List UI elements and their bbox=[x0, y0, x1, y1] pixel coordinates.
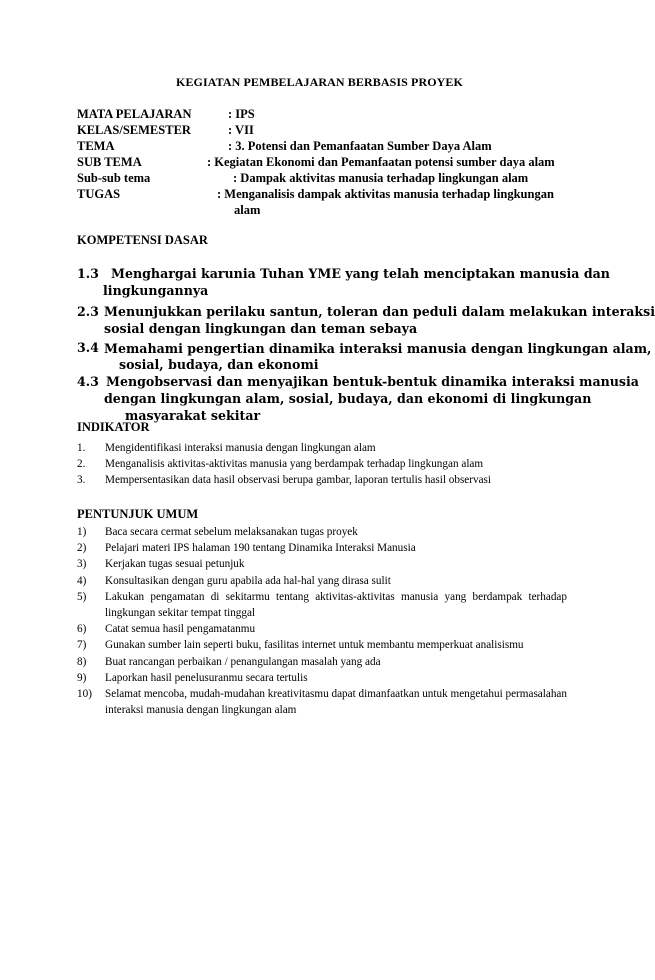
list-text: Konsultasikan dengan guru apabila ada hal-hal yang dirasa sulit bbox=[105, 574, 391, 587]
list-text: Lakukan pengamatan di sekitarmu tentang aktivitas-aktivitas manusia yang berdampak terhadap lingkungan sekitar tempat tinggal bbox=[105, 590, 567, 620]
kompetensi-number: 3.4 bbox=[77, 340, 99, 355]
list-item bbox=[77, 456, 567, 472]
kompetensi-dasar-heading: KOMPETENSI DASAR bbox=[77, 233, 208, 247]
kompetensi-text: Memahami pengertian dinamika interaksi manusia dengan lingkungan alam, bbox=[104, 341, 652, 356]
list-item bbox=[77, 670, 567, 686]
list-number: 2. bbox=[77, 458, 86, 471]
kompetensi-text: Menghargai karunia Tuhan YME yang telah menciptakan manusia dan bbox=[111, 266, 610, 281]
meta-value: : Dampak aktivitas manusia terhadap lingkungan alam bbox=[233, 171, 529, 185]
meta-key: TUGAS bbox=[77, 187, 121, 201]
list-number: 3. bbox=[77, 474, 86, 487]
list-number: 6) bbox=[77, 623, 87, 636]
list-number: 10) bbox=[77, 688, 92, 701]
kompetensi-text-continued: dengan lingkungan alam, sosial, budaya, dan ekonomi di lingkungan bbox=[104, 391, 592, 406]
list-text: Mengidentifikasi interaksi manusia dengan lingkungan alam bbox=[105, 442, 376, 454]
meta-key: SUB TEMA bbox=[77, 155, 142, 169]
list-text: Baca secara cermat sebelum melaksanakan tugas proyek bbox=[105, 526, 358, 538]
kompetensi-text: Mengobservasi dan menyajikan bentuk-bentuk dinamika interaksi manusia bbox=[106, 374, 639, 389]
meta-value-continued: alam bbox=[234, 203, 261, 217]
list-number: 1) bbox=[77, 526, 87, 538]
kompetensi-item bbox=[77, 373, 639, 423]
list-item bbox=[77, 440, 567, 456]
list-item bbox=[77, 556, 567, 572]
list-text: Mempersentasikan data hasil observasi berupa gambar, laporan tertulis hasil observasi bbox=[105, 474, 492, 487]
kompetensi-text-continued: sosial dengan lingkungan dan teman sebaya bbox=[104, 321, 418, 336]
meta-key: TEMA bbox=[77, 139, 115, 153]
list-number: 5) bbox=[77, 590, 87, 603]
list-text: Buat rancangan perbaikan / penangulangan masalah yang ada bbox=[105, 655, 381, 668]
petunjuk-umum-heading: PENTUNJUK UMUM bbox=[77, 507, 199, 521]
list-number: 9) bbox=[77, 671, 87, 684]
list-number: 7) bbox=[77, 639, 87, 652]
list-item bbox=[77, 686, 567, 718]
meta-value: : VII bbox=[228, 123, 254, 137]
indikator-heading: INDIKATOR bbox=[77, 420, 150, 434]
list-number: 1. bbox=[77, 442, 86, 454]
indikator-list bbox=[77, 440, 567, 489]
list-text: Gunakan sumber lain seperti buku, fasilitas internet untuk membantu memperkuat analisismu bbox=[105, 639, 524, 652]
kompetensi-number: 1.3 bbox=[77, 266, 99, 281]
meta-value: : IPS bbox=[228, 107, 255, 121]
list-item bbox=[77, 637, 567, 653]
kompetensi-text-continued: masyarakat sekitar bbox=[125, 408, 261, 423]
list-item bbox=[77, 573, 567, 589]
kompetensi-number: 4.3 bbox=[77, 374, 99, 389]
meta-value: : Kegiatan Ekonomi dan Pemanfaatan potensi sumber daya alam bbox=[207, 155, 555, 169]
list-number: 4) bbox=[77, 574, 87, 587]
kompetensi-text-continued: lingkungannya bbox=[103, 283, 209, 298]
meta-value: : 3. Potensi dan Pemanfaatan Sumber Daya Alam bbox=[228, 139, 492, 153]
kompetensi-text: Menunjukkan perilaku santun, toleran dan peduli dalam melakukan interaksi bbox=[104, 304, 655, 319]
list-item bbox=[77, 621, 567, 637]
list-text: Laporkan hasil penelusuranmu secara tertulis bbox=[105, 671, 308, 684]
kompetensi-number: 2.3 bbox=[77, 304, 99, 319]
list-item bbox=[77, 654, 567, 670]
document-title: KEGIATAN PEMBELAJARAN BERBASIS PROYEK bbox=[176, 75, 463, 89]
list-number: 2) bbox=[77, 542, 87, 555]
list-number: 3) bbox=[77, 558, 87, 571]
meta-value: : Menganalisis dampak aktivitas manusia terhadap lingkungan bbox=[217, 187, 554, 201]
list-text: Selamat mencoba, mudah-mudahan kreativitasmu dapat dimanfaatkan untuk mengetahui permasalahan interaksi manusia dengan lingkungan alam bbox=[105, 688, 567, 717]
list-text: Kerjakan tugas sesuai petunjuk bbox=[105, 558, 245, 571]
petunjuk-list bbox=[77, 524, 567, 718]
list-number: 8) bbox=[77, 655, 87, 668]
list-item bbox=[77, 589, 567, 621]
kompetensi-text-continued: sosial, budaya, dan ekonomi bbox=[119, 357, 319, 372]
list-item bbox=[77, 524, 567, 540]
meta-key: KELAS/SEMESTER bbox=[77, 123, 191, 137]
list-item bbox=[77, 540, 567, 556]
meta-key: MATA PELAJARAN bbox=[77, 107, 192, 121]
list-text: Catat semua hasil pengamatanmu bbox=[105, 623, 256, 636]
list-item bbox=[77, 472, 567, 488]
list-text: Menganalisis aktivitas-aktivitas manusia yang berdampak terhadap lingkungan alam bbox=[105, 458, 484, 471]
meta-key: Sub-sub tema bbox=[77, 171, 151, 185]
list-text: Pelajari materi IPS halaman 190 tentang Dinamika Interaksi Manusia bbox=[105, 542, 416, 555]
